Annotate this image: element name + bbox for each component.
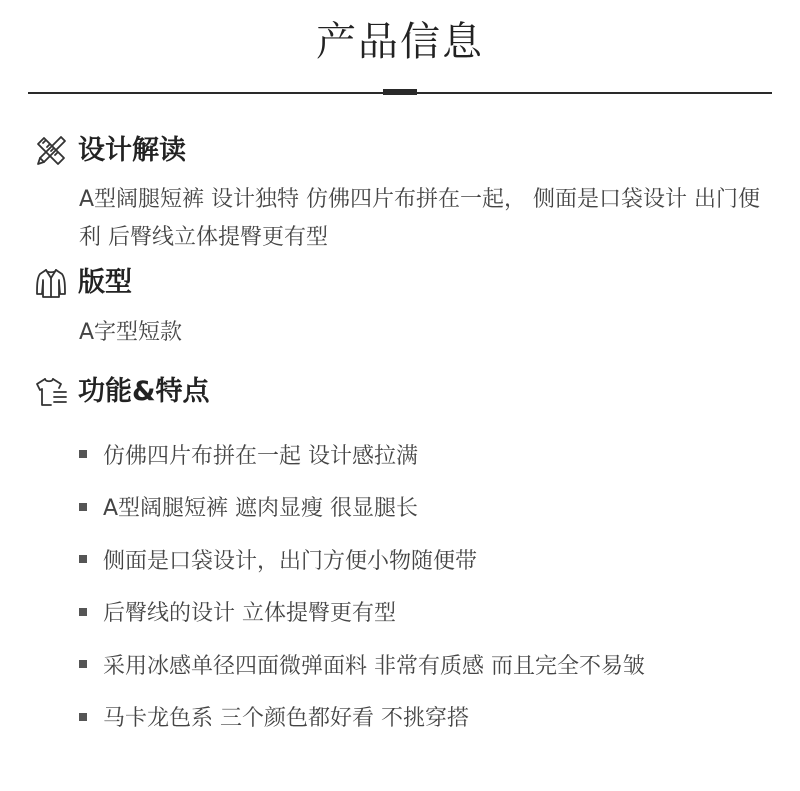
bullet-square-icon: [79, 608, 87, 616]
section-title-features: 功能&特点: [78, 376, 210, 407]
list-item: [79, 533, 779, 586]
list-item-text: 侧面是口袋设计，出门方便小物随便带: [103, 548, 478, 574]
section-title-design: 设计解读: [78, 135, 186, 166]
jacket-icon: [34, 266, 68, 300]
list-item-text: 马卡龙色系 三个颜色都好看 不挑穿搭: [103, 706, 469, 732]
bullet-square-icon: [79, 660, 87, 668]
title-divider-accent: [383, 89, 417, 95]
bullet-square-icon: [79, 450, 87, 458]
list-item: [79, 691, 779, 744]
bullet-square-icon: [79, 503, 87, 511]
pencil-ruler-icon: [34, 134, 68, 168]
section-title-fit: 版型: [78, 267, 132, 298]
shirt-list-icon: [34, 375, 68, 409]
list-item-text: 仿佛四片布拼在一起 设计感拉满: [103, 443, 418, 469]
section-body-fit: A字型短款: [79, 320, 183, 345]
bullet-square-icon: [79, 713, 87, 721]
feature-list: [79, 428, 779, 743]
list-item-text: 后臀线的设计 立体提臀更有型: [103, 601, 396, 627]
list-item: [79, 586, 779, 639]
list-item-text: 采用冰感单径四面微弹面料 非常有质感 而且完全不易皱: [103, 653, 645, 679]
page-title: 产品信息: [316, 19, 484, 65]
section-heading-features: [34, 374, 210, 410]
section-heading-fit: [34, 265, 132, 301]
bullet-square-icon: [79, 555, 87, 563]
list-item: [79, 428, 779, 481]
list-item: [79, 481, 779, 534]
list-item: [79, 638, 779, 691]
list-item-text: A型阔腿短裤 遮肉显瘦 很显腿长: [103, 496, 419, 522]
section-heading-design: [34, 133, 186, 169]
section-body-design: A型阔腿短裤 设计独特 仿佛四片布拼在一起， 侧面是口袋设计 出门便利 后臀线立体提臀更有型: [79, 187, 761, 250]
